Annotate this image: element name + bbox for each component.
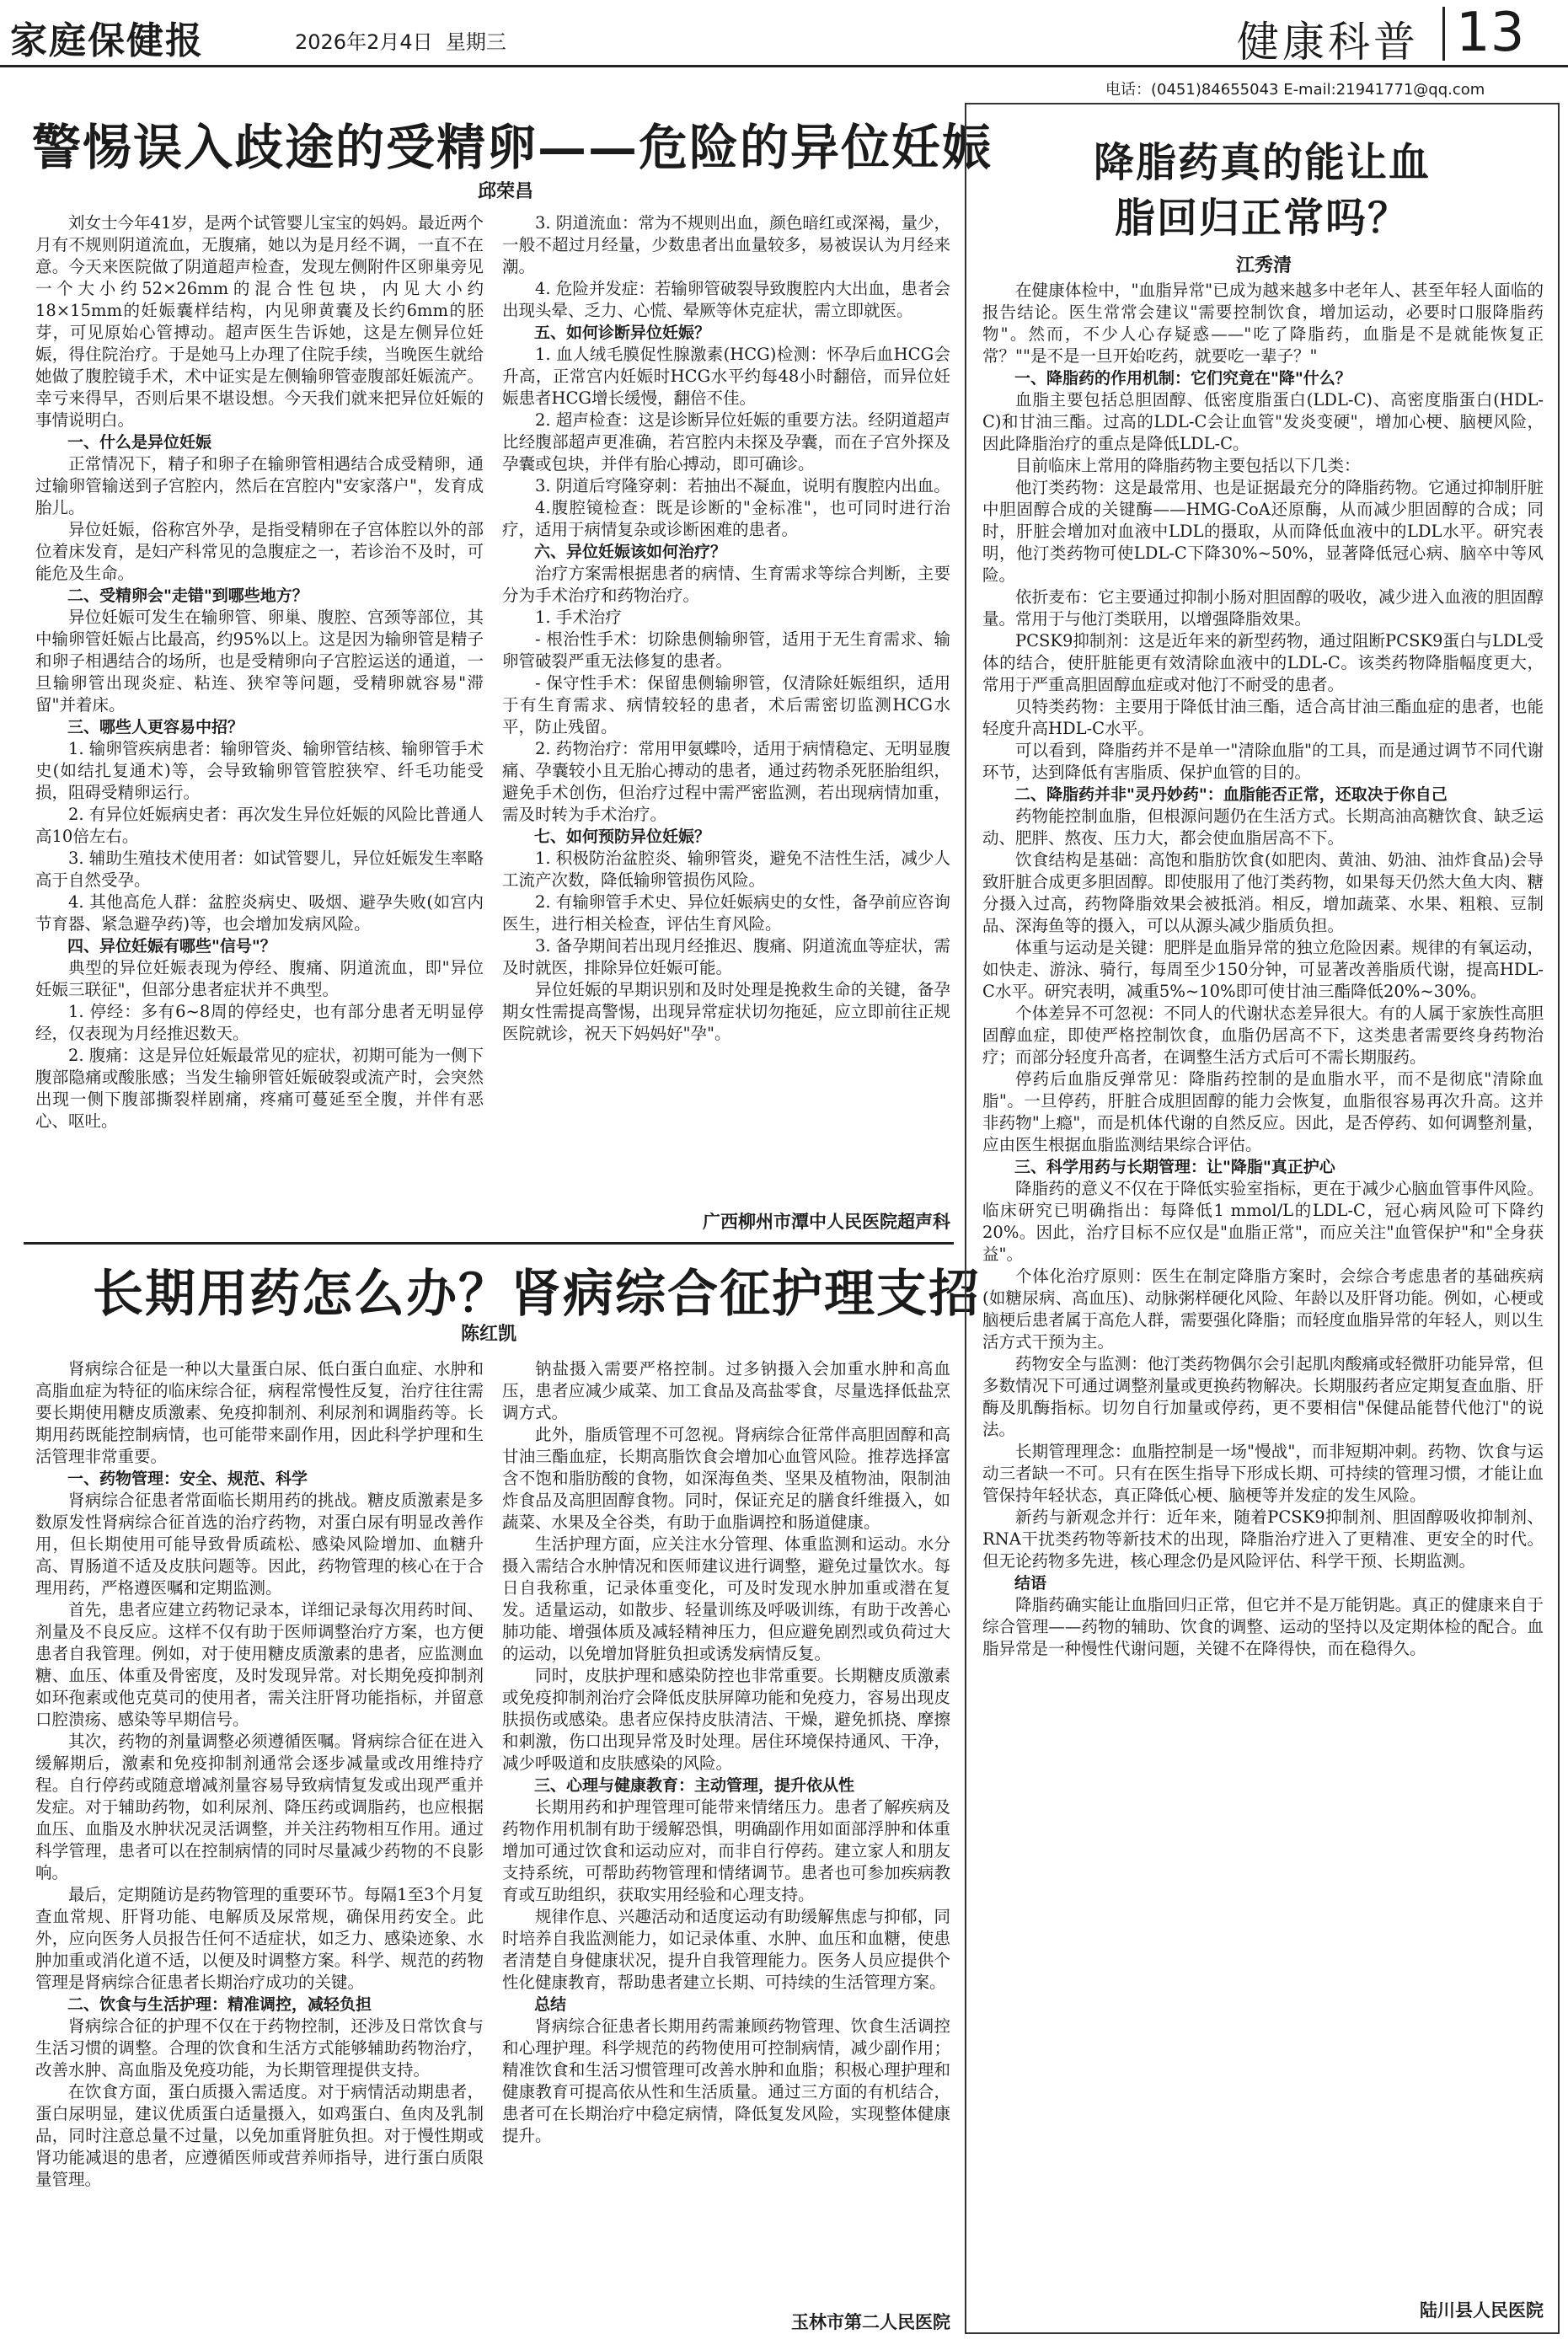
article1-title: 警惕误入歧途的受精卵——危险的异位妊娠	[32, 119, 993, 176]
paragraph: 4. 危险并发症：若输卵管破裂导致腹腔内大出血，患者会出现头晕、乏力、心慌、晕厥等休克症状，需立即就医。	[502, 279, 950, 320]
section-heading: 结语	[1014, 1574, 1047, 1593]
paragraph: 2. 腹痛：这是异位妊娠最常见的症状，初期可能为一侧下腹部隐痛或酸胀感；当发生输卵管妊娠破裂或流产时，会突然出现一侧下腹部撕裂样剧痛，疼痛可蔓延至全腹，并伴有恶心、呕吐。	[35, 1046, 484, 1131]
paragraph: 个体差异不可忽视：不同人的代谢状态差异很大。有的人属于家族性高胆固醇血症，即使严格控制饮食，血脂仍居高不下，这类患者需要终身药物治疗；而部分轻度升高者，在调整生活方式后可不需长期服药。	[982, 1004, 1544, 1067]
article3-title: 降脂药真的能让血脂回归正常吗？	[1093, 139, 1431, 242]
paragraph: 肾病综合征患者长期用药需兼顾药物管理、饮食生活调控和心理护理。科学规范的药物使用可控制病情，减少副作用；精准饮食和生活习惯管理可改善水肿和血脂；积极心理护理和健康教育可提高依从性和生活质量。通过三方面的有机结合，患者可在长期治疗中稳定病情，降低复发风险，实现整体健康提升。	[502, 2016, 950, 2145]
section-heading: 一、降脂药的作用机制：它们究竟在"降"什么？	[1014, 369, 1351, 388]
article2-column-1	[35, 1358, 484, 2336]
paragraph: 长期管理理念：血脂控制是一场"慢战"，而非短期冲刺。药物、饮食与运动三者缺一不可。只有在医生指导下形成长期、可持续的管理习惯，才能让血管保持年轻状态，真正降低心梗、脑梗等并发症的发生风险。	[982, 1442, 1544, 1505]
paragraph: PCSK9抑制剂：这是近年来的新型药物，通过阻断PCSK9蛋白与LDL受体的结合，使肝脏能更有效清除血液中的LDL-C。该类药物降脂幅度更大，常用于严重高胆固醇血症或对他汀不耐受的患者。	[982, 631, 1544, 694]
article1-author: 邱荣昌	[477, 181, 533, 202]
paragraph: 在健康体检中，"血脂异常"已成为越来越多中老年人、甚至年轻人面临的报告结论。医生常常会建议"需要控制饮食，增加运动，必要时口服降脂药物"。然而，不少人心存疑惑——"吃了降脂药，血脂是不是就能恢复正常？""是不是一旦开始吃药，就要吃一辈子？"	[982, 281, 1544, 366]
paragraph: 4.腹腔镜检查：既是诊断的"金标准"，也可同时进行治疗，适用于病情复杂或诊断困难的患者。	[502, 498, 950, 539]
article3-author: 江秀清	[1235, 255, 1292, 276]
paragraph: 最后，定期随访是药物管理的重要环节。每隔1至3个月复查血常规、肝肾功能、电解质及尿常规，确保用药安全。此外，应向医务人员报告任何不适症状，如乏力、感染迹象、水肿加重或消化道不适，以便及时调整方案。科学、规范的药物管理是肾病综合征患者长期治疗成功的关键。	[35, 1885, 484, 1992]
date-text: 2026年2月4日	[295, 30, 433, 54]
article2-column-2	[502, 1358, 950, 2297]
section-heading: 三、心理与健康教育：主动管理，提升依从性	[534, 1776, 855, 1795]
article1-source: 广西柳州市潭中人民医院超声科	[703, 1212, 950, 1232]
paragraph: 药物安全与监测：他汀类药物偶尔会引起肌肉酸痛或轻微肝功能异常，但多数情况下可通过调整剂量或更换药物解决。长期服药者应定期复查血脂、肝酶及肌酶指标。切勿自行加量或停药，更不要相信"保健品能替代他汀"的说法。	[982, 1354, 1544, 1439]
section-name: 健康科普	[1237, 18, 1419, 67]
paragraph: 新药与新观念并行：近年来，随着PCSK9抑制剂、胆固醇吸收抑制剂、RNA干扰类药物等新技术的出现，降脂治疗进入了更精准、更安全的时代。但无论药物多先进，核心理念仍是风险评估、科学干预、长期监测。	[982, 1507, 1544, 1571]
paragraph: 异位妊娠的早期识别和及时处理是挽救生命的关键，备孕期女性需提高警惕，出现异常症状切勿拖延，应立即前往正规医院就诊，祝天下妈妈好"孕"。	[502, 980, 950, 1043]
article2-source: 玉林市第二人民医院	[791, 2312, 950, 2332]
paragraph: 药物能控制血脂，但根源问题仍在生活方式。长期高油高糖饮食、缺乏运动、肥胖、熬夜、压力大，都会使血脂居高不下。	[982, 806, 1544, 848]
paragraph: 血脂主要包括总胆固醇、低密度脂蛋白(LDL-C)、高密度脂蛋白(HDL-C)和甘油三酯。过高的LDL-C会让血管"发炎变硬"，增加心梗、脑梗风险，因此降脂治疗的重点是降低LDL-C。	[982, 390, 1544, 453]
paragraph: 目前临床上常用的降脂药物主要包括以下几类：	[1015, 456, 1361, 475]
paragraph: 规律作息、兴趣活动和适度运动有助缓解焦虑与抑郁，同时培养自我监测能力，如记录体重、水肿、血压和血糖，使患者清楚自身健康状况，提升自我管理能力。医务人员应提供个性化健康教育，帮助患者建立长期、可持续的生活管理方案。	[502, 1907, 950, 1992]
paragraph: 4. 其他高危人群：盆腔炎病史、吸烟、避孕失败(如宫内节育器、紧急避孕药)等，也会增加发病风险。	[35, 892, 484, 934]
page-number: 13	[1456, 2, 1525, 64]
paragraph: 在饮食方面，蛋白质摄入需适度。对于病情活动期患者，蛋白尿明显，建议优质蛋白适量摄入，如鸡蛋白、鱼肉及乳制品，同时注意总量不过量，以免加重肾脏负担。对于慢性期或肾功能减退的患者，应遵循医师或营养师指导，进行蛋白质限量管理。	[35, 2082, 484, 2189]
section-heading: 三、哪些人更容易中招？	[67, 718, 244, 736]
paragraph: 肾病综合征患者常面临长期用药的挑战。糖皮质激素是多数原发性肾病综合征首选的治疗药物，对蛋白尿有明显改善作用，但长期使用可能导致骨质疏松、感染风险增加、血糖升高、胃肠道不适及皮肤问题等。因此，药物管理的核心在于合理用药，严格遵医嘱和定期监测。	[35, 1491, 484, 1598]
masthead-divider	[1442, 7, 1445, 61]
section-heading: 四、异位妊娠有哪些"信号"？	[67, 937, 276, 956]
article1-column-2	[502, 212, 950, 1207]
paragraph: 停药后血脂反弹常见：降脂药控制的是血脂水平，而不是彻底"清除血脂"。一旦停药，肝脏合成胆固醇的能力会恢复，血脂很容易再次升高。这并非药物"上瘾"，而是机体代谢的自然反应。因此，是否停药、如何调整剂量，应由医生根据血脂监测结果综合评估。	[982, 1069, 1544, 1154]
paragraph: 1. 手术治疗	[535, 608, 622, 627]
paragraph: 3. 辅助生殖技术使用者：如试管婴儿，异位妊娠发生率略高于自然受孕。	[35, 849, 484, 890]
masthead	[0, 0, 1568, 67]
paragraph: 肾病综合征是一种以大量蛋白尿、低白蛋白血症、水肿和高脂血症为特征的临床综合征，病程常慢性反复，治疗往往需要长期使用糖皮质激素、免疫抑制剂、利尿剂和调脂药等。长期用药既能控制病情，也可能带来副作用，因此科学护理和生活管理非常重要。	[35, 1359, 484, 1466]
article2-title: 长期用药怎么办？肾病综合征护理支招	[93, 1265, 981, 1324]
contact-info: 电话：(0451)84655043 E-mail:21941771@qq.com	[1105, 81, 1485, 99]
paragraph: 饮食结构是基础：高饱和脂肪饮食(如肥肉、黄油、奶油、油炸食品)会导致肝脏合成更多胆固醇。即使服用了他汀类药物，如果每天仍然大鱼大肉、糖分摄入过高，药物降脂效果会被抵消。相反，增加蔬菜、水果、粗粮、豆制品、深海鱼等的摄入，可以从源头减少脂质负担。	[982, 850, 1544, 935]
paragraph: 3. 阴道后穹隆穿刺：若抽出不凝血，说明有腹腔内出血。	[535, 476, 950, 495]
section-heading: 二、受精卵会"走错"到哪些地方？	[67, 586, 308, 605]
paragraph: 他汀类药物：这是最常用、也是证据最充分的降脂药物。它通过抑制肝脏中胆固醇合成的关键酶——HMG-CoA还原酶，从而减少胆固醇的合成；同时，肝脏会增加对血液中LDL的摄取，从而降低血液中的LDL水平。研究表明，他汀类药物可使LDL-C下降30%~50%，显著降低冠心病、脑卒中等风险。	[982, 478, 1544, 585]
paragraph: 同时，皮肤护理和感染防控也非常重要。长期糖皮质激素或免疫抑制剂治疗会降低皮肤屏障功能和免疫力，容易出现皮肤损伤或感染。患者应保持皮肤清洁、干燥，避免抓挠、摩擦和刺激，伤口出现异常及时处理。居住环境保持通风、干净，减少呼吸道和皮肤感染的风险。	[502, 1666, 950, 1773]
paragraph: 降脂药的意义不仅在于降低实验室指标，更在于减少心脑血管事件风险。临床研究已明确指出：每降低1 mmol/L的LDL-C，冠心病风险可下降约20%。因此，治疗目标不应仅是"血脂正常"，而应关注"血管保护"和"全身获益"。	[982, 1179, 1544, 1264]
paragraph: 肾病综合征的护理不仅在于药物控制，还涉及日常饮食与生活习惯的调整。合理的饮食和生活方式能够辅助药物治疗，改善水肿、高血脂及免疫功能，为长期管理提供支持。	[35, 2016, 484, 2080]
section-heading: 二、饮食与生活护理：精准调控，减轻负担	[67, 1995, 372, 2014]
article2-author: 陈红凯	[460, 1324, 516, 1345]
section-heading: 三、科学用药与长期管理：让"降脂"真正护心	[1014, 1158, 1335, 1176]
paragraph: 1. 停经：多有6~8周的停经史，也有部分患者无明显停经，仅表现为月经推迟数天。	[35, 1002, 484, 1043]
paragraph: 1. 输卵管疾病患者：输卵管炎、输卵管结核、输卵管手术史(如结扎复通术)等，会导致输卵管管腔狭窄、纤毛功能受损，阻碍受精卵运行。	[35, 739, 484, 802]
paragraph: 刘女士今年41岁，是两个试管婴儿宝宝的妈妈。最近两个月有不规则阴道流血，无腹痛，她以为是月经不调，一直不在意。今天来医院做了阴道超声检查，发现左侧附件区卵巢旁见一个大小约52×26mm的混合性包块，内见大小约18×15mm的妊娠囊样结构，内见卵黄囊及长约6mm的胚芽，可见原始心管搏动。超声医生告诉她，这是左侧异位妊娠，得住院治疗。于是她马上办理了住院手续，当晚医生就给她做了腹腔镜手术，术中证实是左侧输卵管壶腹部妊娠流产。幸亏来得早，否则后果不堪设想。今天我们就来把异位妊娠的事情说明白。	[35, 213, 484, 430]
section-heading: 一、什么是异位妊娠	[67, 433, 212, 452]
paragraph: - 保守性手术：保留患侧输卵管，仅清除妊娠组织，适用于有生育需求、病情较轻的患者，术后需密切监测HCG水平，防止残留。	[502, 673, 950, 736]
paragraph: 1. 血人绒毛膜促性腺激素(HCG)检测：怀孕后血HCG会升高，正常宫内妊娠时HCG水平约每48小时翻倍，而异位妊娠患者HCG增长缓慢，翻倍不佳。	[502, 345, 950, 408]
paragraph: 异位妊娠，俗称宫外孕，是指受精卵在子宫体腔以外的部位着床发育，是妇产科常见的急腹症之一，若诊治不及时，可能危及生命。	[35, 520, 484, 583]
paragraph: 3. 阴道流血：常为不规则出血，颜色暗红或深褐，量少，一般不超过月经量，少数患者出血量较多，易被误认为月经来潮。	[502, 213, 950, 276]
paragraph: - 根治性手术：切除患侧输卵管，适用于无生育需求、输卵管破裂严重无法修复的患者。	[502, 629, 950, 671]
newspaper-name: 家庭保健报	[10, 19, 204, 62]
paragraph: 2. 有输卵管手术史、异位妊娠病史的女性，备孕前应咨询医生，进行相关检查，评估生育风险。	[502, 892, 950, 934]
paragraph: 异位妊娠可发生在输卵管、卵巢、腹腔、宫颈等部位，其中输卵管妊娠占比最高，约95%以上。这是因为输卵管是精子和卵子相遇结合的场所，也是受精卵向子宫腔运送的通道，一旦输卵管出现炎症、粘连、狭窄等问题，受精卵就容易"滞留"并着床。	[35, 608, 484, 715]
paragraph: 体重与运动是关键：肥胖是血脂异常的独立危险因素。规律的有氧运动，如快走、游泳、骑行，每周至少150分钟，可显著改善脂质代谢，提高HDL-C水平。研究表明，减重5%~10%即可使甘油三酯降低20%~30%。	[982, 938, 1544, 1001]
paragraph: 典型的异位妊娠表现为停经、腹痛、阴道流血，即"异位妊娠三联征"，但部分患者症状并不典型。	[35, 958, 484, 999]
section-heading: 一、药物管理：安全、规范、科学	[67, 1470, 308, 1488]
paragraph: 3. 备孕期间若出现月经推迟、腹痛、阴道流血等症状，需及时就医，排除异位妊娠可能。	[502, 936, 950, 977]
paragraph: 可以看到，降脂药并不是单一"清除血脂"的工具，而是通过调节不同代谢环节，达到降低有害脂质、保护血管的目的。	[982, 741, 1544, 782]
article-divider	[24, 1242, 954, 1245]
paragraph: 钠盐摄入需要严格控制。过多钠摄入会加重水肿和高血压，患者应减少咸菜、加工食品及高盐零食，尽量选择低盐烹调方式。	[502, 1359, 950, 1422]
paragraph: 贝特类药物：主要用于降低甘油三酯，适合高甘油三酯血症的患者，也能轻度升高HDL-C水平。	[982, 697, 1544, 738]
paragraph: 其次，药物的剂量调整必须遵循医嘱。肾病综合征在进入缓解期后，激素和免疫抑制剂通常会逐步减量或改用维持疗程。自行停药或随意增减剂量容易导致病情复发或出现严重并发症。对于辅助药物，如利尿剂、降压药或调脂药，也应根据血压、血脂及水肿状况灵活调整，并关注药物相互作用。通过科学管理，患者可以在控制病情的同时尽量减少药物的不良影响。	[35, 1732, 484, 1882]
paragraph: 2. 药物治疗：常用甲氨蝶呤，适用于病情稳定、无明显腹痛、孕囊较小且无胎心搏动的患者，通过药物杀死胚胎组织，避免手术创伤，但治疗过程中需严密监测，若出现病情加重，需及时转为手术治疗。	[502, 739, 950, 824]
paragraph: 2. 超声检查：这是诊断异位妊娠的重要方法。经阴道超声比经腹部超声更准确，若宫腔内未探及孕囊，而在子宫外探及孕囊或包块，并伴有胎心搏动，即可确诊。	[502, 410, 950, 474]
paragraph: 治疗方案需根据患者的病情、生育需求等综合判断，主要分为手术治疗和药物治疗。	[502, 564, 950, 605]
paragraph: 1. 积极防治盆腔炎、输卵管炎，避免不洁性生活，减少人工流产次数，降低输卵管损伤风险。	[502, 849, 950, 890]
paragraph: 2. 有异位妊娠病史者：再次发生异位妊娠的风险比普通人高10倍左右。	[35, 805, 484, 846]
article3-body	[982, 280, 1544, 2285]
section-heading: 六、异位妊娠该如何治疗？	[534, 543, 727, 561]
paragraph: 首先，患者应建立药物记录本，详细记录每次用药时间、剂量及不良反应。这样不仅有助于医师调整治疗方案，也方便患者自我管理。例如，对于使用糖皮质激素的患者，应监测血糖、血压、体重及骨密度，及时发现异常。对长期免疫抑制剂如环孢素或他克莫司的使用者，需关注肝肾功能指标，并留意口腔溃疡、感染等早期信号。	[35, 1600, 484, 1729]
issue-date	[295, 25, 506, 55]
paragraph: 正常情况下，精子和卵子在输卵管相遇结合成受精卵，通过输卵管输送到子宫腔内，然后在宫腔内"安家落户"，发育成胎儿。	[35, 454, 484, 517]
paragraph: 生活护理方面，应关注水分管理、体重监测和运动。水分摄入需结合水肿情况和医师建议进行调整，避免过量饮水。每日自我称重，记录体重变化，可及时发现水肿加重或潜在复发。适量运动，如散步、轻量训练及呼吸训练，有助于改善心肺功能、增强体质及减轻精神压力，但应避免剧烈或负荷过大的运动，以免增加肾脏负担或诱发病情反复。	[502, 1534, 950, 1663]
weekday-text: 星期三	[445, 30, 506, 54]
section-heading: 七、如何预防异位妊娠？	[534, 827, 711, 846]
section-heading: 二、降脂药并非"灵丹妙药"：血脂能否正常，还取决于你自己	[1014, 785, 1448, 804]
paragraph: 依折麦布：它主要通过抑制小肠对胆固醇的吸收，减少进入血液的胆固醇量。常用于与他汀类联用，以增强降脂效果。	[982, 587, 1544, 629]
paragraph: 此外，脂质管理不可忽视。肾病综合征常伴高胆固醇和高甘油三酯血症，长期高脂饮食会增加心血管风险。推荐选择富含不饱和脂肪酸的食物，如深海鱼类、坚果及植物油，限制油炸食品及高胆固醇食物。同时，保证充足的膳食纤维摄入，如蔬菜、水果及全谷类，有助于血脂调控和肠道健康。	[502, 1425, 950, 1532]
section-heading: 总结	[534, 1995, 567, 2014]
paragraph: 降脂药确实能让血脂回归正常，但它并不是万能钥匙。真正的健康来自于综合管理——药物的辅助、饮食的调整、运动的坚持以及定期体检的配合。血脂异常是一种慢性代谢问题，关键不在降得快，而在稳得久。	[982, 1595, 1544, 1658]
paragraph: 个体化治疗原则：医生在制定降脂方案时，会综合考虑患者的基础疾病(如糖尿病、高血压)、动脉粥样硬化风险、年龄以及肝肾功能。例如，心梗或脑梗后患者属于高危人群，需要强化降脂；而轻度血脂异常的年轻人，则以生活方式干预为主。	[982, 1266, 1544, 1352]
article1-column-1	[35, 212, 484, 1207]
section-heading: 五、如何诊断异位妊娠？	[534, 324, 711, 342]
paragraph: 长期用药和护理管理可能带来情绪压力。患者了解疾病及药物作用机制有助于缓解恐惧，明确副作用如面部浮肿和体重增加可通过饮食和运动应对，而非自行停药。建立家人和朋友支持系统，可帮助药物管理和情绪调节。患者也可参加疾病教育或互助组织，获取实用经验和心理支持。	[502, 1797, 950, 1904]
article3-source: 陆川县人民医院	[1420, 2300, 1544, 2321]
